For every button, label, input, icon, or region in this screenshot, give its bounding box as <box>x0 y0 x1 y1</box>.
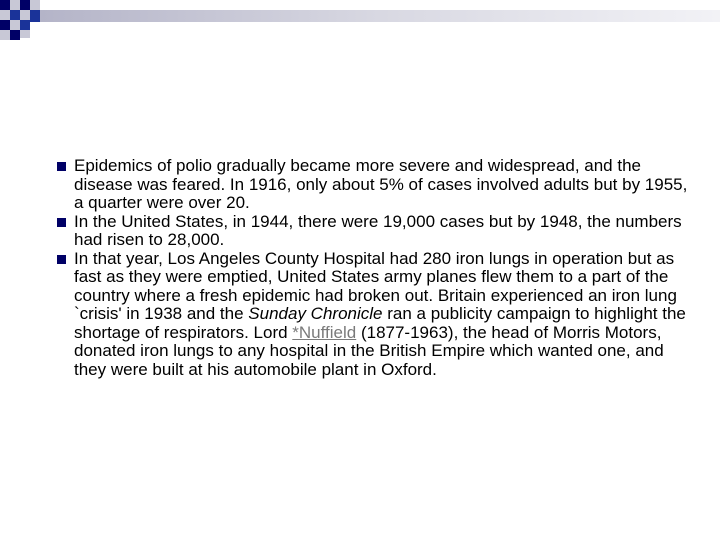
newspaper-title: Sunday Chronicle <box>248 304 383 323</box>
bullet-text-part2: ran a publicity campaign to highlight the shortage of respirators. Lord <box>74 304 686 342</box>
nuffield-link[interactable]: *Nuffield <box>292 322 357 342</box>
square-bullet-icon <box>57 218 66 227</box>
bullet-text: Epidemics of polio gradually became more severe and widespread, and the disease was feared. In 1916, only about 5% of cases involved adults but by 1955, a quarter were over 20. <box>74 156 688 212</box>
bullet-item-2 <box>57 213 697 250</box>
bullet-text-part3: (1877-1963), the head of Morris Motors, donated iron lungs to any hospital in the British Empire which wanted one, and they were built at his automobile plant in Oxford. <box>74 322 664 379</box>
top-decorative-band <box>0 0 720 48</box>
bullet-item-1 <box>57 157 697 213</box>
bullet-text-part1: In that year, Los Angeles County Hospital had 280 iron lungs in operation but as fast as they were emptied, United States army planes flew them to a part of the country where a fresh epidemic had broken out. Britain experienced an iron lung `crisis' in 1938 and the <box>74 248 677 323</box>
bullet-list <box>57 157 697 379</box>
bullet-text: In the United States, in 1944, there were 19,000 cases but by 1948, the numbers had risen to 28,000. <box>74 211 682 249</box>
square-bullet-icon <box>57 255 66 264</box>
checker-pattern-decoration <box>0 0 720 48</box>
bullet-item-3 <box>57 250 697 380</box>
square-bullet-icon <box>57 162 66 171</box>
